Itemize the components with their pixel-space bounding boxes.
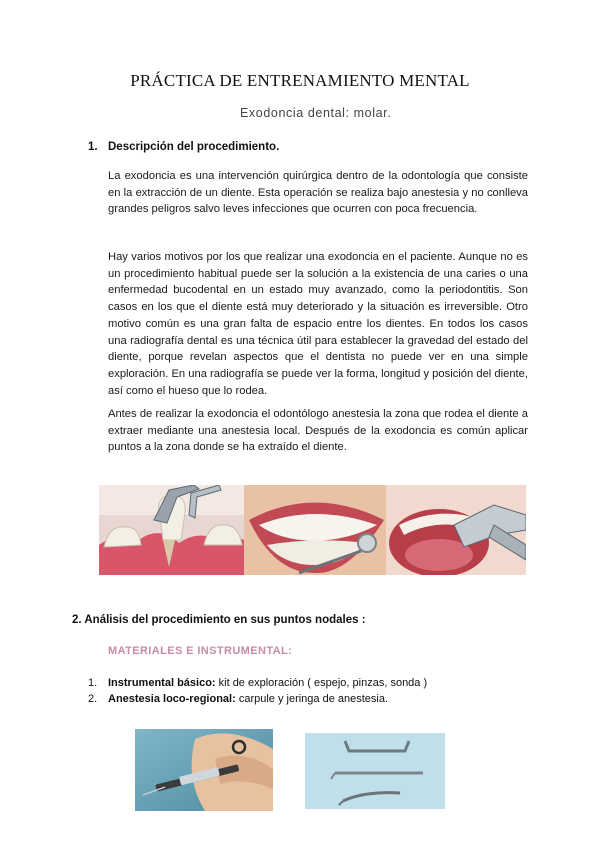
paragraph-1: La exodoncia es una intervención quirúrgica dentro de la odontología que consiste en la extracción de un diente. Esta operación se realiza bajo anestesia y no conlleva grandes peligros salvo leves infecciones que ocurren con poca frecuencia. [108,170,528,216]
list-item-number: 1. [88,677,98,689]
materials-list [88,675,427,707]
document-subtitle: Exodoncia dental: molar. [240,106,392,120]
dental-exploration-tools-photo [305,733,445,809]
list-item-label: Instrumental básico: [108,677,216,689]
list-item-text: kit de exploración ( espejo, pinzas, sonda ) [215,677,428,689]
materials-heading: MATERIALES E INSTRUMENTAL: [108,645,293,657]
list-item-text: carpule y jeringa de anestesia. [235,693,389,705]
carpule-syringe-photo [135,729,273,811]
document-title: PRÁCTICA DE ENTRENAMIENTO MENTAL [130,71,470,90]
section2-heading: 2. Análisis del procedimiento en sus puntos nodales : [72,614,366,626]
forceps-in-mouth-photo [386,485,526,575]
tooth-extraction-illustration [99,485,244,575]
section1-title: Descripción del procedimiento. [108,141,280,153]
list-item-number: 2. [88,693,98,705]
procedure-photo-strip [99,485,526,575]
smile-with-mirror-photo [244,485,386,575]
list-item [88,675,427,691]
section1-number: 1. [88,141,98,153]
section1-heading [88,141,279,153]
list-item-label: Anestesia loco-regional: [108,693,236,705]
list-item [88,691,427,707]
paragraph-3: Antes de realizar la exodoncia el odontólogo anestesia la zona que rodea el diente a extraer mediante una anestesia local. Después de la exodoncia es común aplicar puntos a la zona donde se ha extraído el diente. [108,408,528,454]
paragraph-2: Hay varios motivos por los que realizar una exodoncia en el paciente. Aunque no es un procedimiento habitual puede ser la solución a la existencia de una caries o una enfermedad bucodental en un estado muy avanzado, como la periodontitis. Son casos en los que el diente está muy deteriorado y la situación es irreversible. Otro motivo común es una gran falta de espacio entre los dientes. En todos los casos una radiografía dental es una técnica útil para establecer la gravedad del estado del diente, porque revelan aspectos que el dentista no puede ver en una simple exploración. En una radiografía se puede ver la forma, longitud y posición del diente, así como el hueso que lo rodea. [108,251,528,397]
